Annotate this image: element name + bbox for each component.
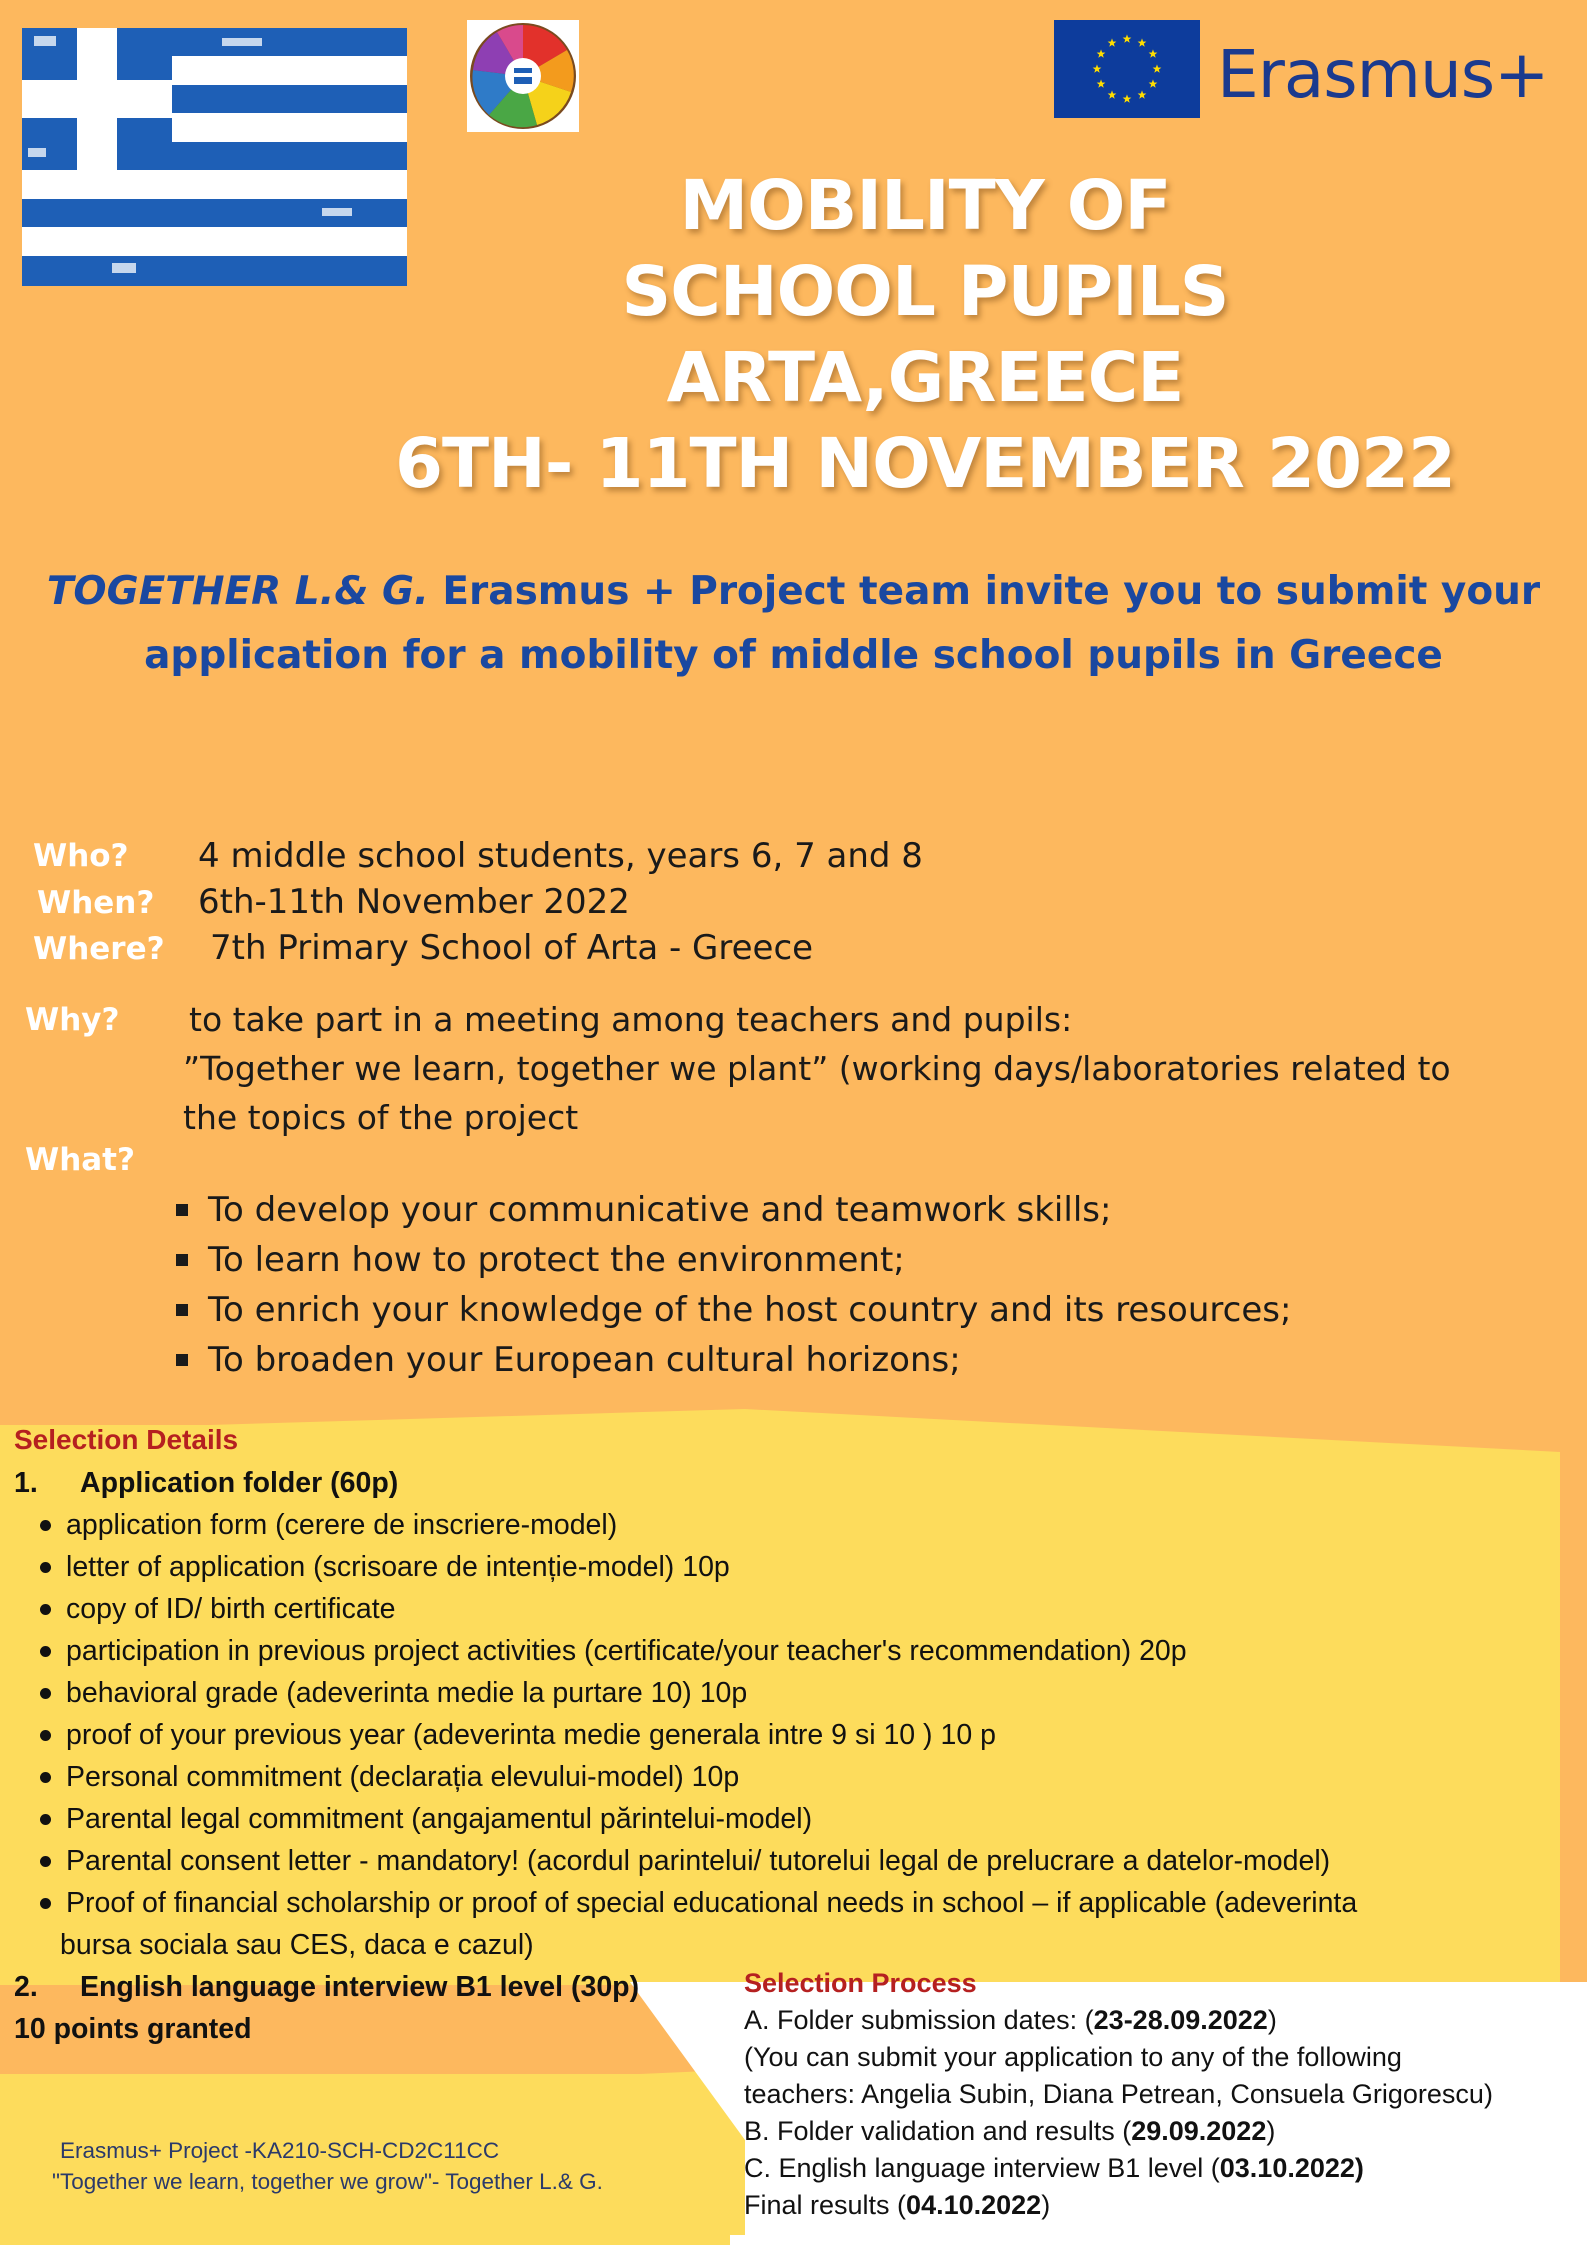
title-line-1: MOBILITY OF: [679, 166, 1171, 246]
selection-details: [14, 1462, 1554, 2050]
why-text: [183, 995, 1513, 1142]
process-note-1: (You can submit your application to any of the following: [744, 2042, 1402, 2072]
folder-item: copy of ID/ birth certificate: [14, 1588, 1554, 1630]
invitation-line-1: Erasmus + Project team invite you to submit your: [428, 569, 1541, 614]
folder-item: Parental consent letter - mandatory! (acordul parintelui/ tutorelui legal de prelucrare a datelor-model): [14, 1840, 1554, 1882]
folder-item: behavioral grade (adeverinta medie la purtare 10) 10p: [14, 1672, 1554, 1714]
folder-item: proof of your previous year (adeverinta medie generala intre 9 si 10 ) 10 p: [14, 1714, 1554, 1756]
eu-star-icon: [1138, 38, 1147, 46]
when-value: 6th-11th November 2022: [198, 882, 630, 922]
eu-star-icon: [1123, 34, 1132, 42]
when-label: When?: [37, 885, 155, 921]
why-line-3: the topics of the project: [183, 1098, 579, 1137]
footer-project-code: Erasmus+ Project -KA210-SCH-CD2C11CC: [60, 2138, 500, 2163]
what-item: To learn how to protect the environment;: [170, 1235, 1291, 1285]
folder-item: participation in previous project activities (certificate/your teacher's recommendation) 20p: [14, 1630, 1554, 1672]
why-label: Why?: [25, 1002, 120, 1038]
process-step-a: A. Folder submission dates: (23-28.09.2022): [744, 2005, 1277, 2035]
who-value: 4 middle school students, years 6, 7 and 8: [198, 836, 923, 876]
eu-star-icon: [1108, 38, 1117, 46]
where-label: Where?: [33, 931, 165, 967]
eu-star-icon: [1149, 79, 1158, 87]
process-note-2: teachers: Angelia Subin, Diana Petrean, Consuela Grigorescu): [744, 2079, 1493, 2109]
eu-star-icon: [1138, 90, 1147, 98]
title-line-3: ARTA,GREECE: [666, 338, 1184, 418]
title-line-4: 6TH- 11TH NOVEMBER 2022: [394, 424, 1455, 504]
what-item: To broaden your European cultural horizons;: [170, 1335, 1291, 1385]
what-item: To develop your communicative and teamwork skills;: [170, 1185, 1291, 1235]
folder-item: Parental legal commitment (angajamentul părintelui-model): [14, 1798, 1554, 1840]
why-line-2: ”Together we learn, together we plant” (working days/laboratories related to: [183, 1049, 1451, 1088]
title-line-2: SCHOOL PUPILS: [621, 252, 1229, 332]
selection-details-title: Selection Details: [14, 1424, 239, 1455]
what-list: [170, 1185, 1291, 1385]
invitation-text: [20, 560, 1567, 688]
eu-star-icon: [1093, 64, 1102, 72]
selection-process: [744, 1965, 1564, 2224]
footer: [52, 2135, 603, 2197]
eu-star-icon: [1108, 90, 1117, 98]
eu-star-icon: [1149, 49, 1158, 57]
application-folder-heading: 1. Application folder (60p): [14, 1467, 399, 1499]
selection-process-title: Selection Process: [744, 1968, 977, 1998]
folder-item: Proof of financial scholarship or proof of special educational needs in school – if applicable (adeverinta bursa sociala sau CES, daca e cazul): [14, 1882, 1554, 1966]
folder-item: Personal commitment (declarația elevului-model) 10p: [14, 1756, 1554, 1798]
application-folder-list: [14, 1504, 1554, 1966]
erasmus-plus-logo: Erasmus+: [1217, 36, 1549, 113]
interview-heading: 2. English language interview B1 level (30p): [14, 1971, 640, 2003]
points-granted: 10 points granted: [14, 2013, 252, 2045]
process-final: Final results (04.10.2022): [744, 2190, 1051, 2220]
where-value: 7th Primary School of Arta - Greece: [210, 928, 814, 968]
eu-flag: [1054, 20, 1200, 118]
why-line-1: to take part in a meeting among teachers and pupils:: [189, 1000, 1073, 1039]
process-step-c: C. English language interview B1 level (03.10.2022): [744, 2153, 1364, 2183]
project-name: TOGETHER L.& G.: [46, 569, 429, 614]
folder-item: application form (cerere de inscriere-model): [14, 1504, 1554, 1546]
eu-star-icon: [1123, 94, 1132, 102]
folder-item: letter of application (scrisoare de intenție-model) 10p: [14, 1546, 1554, 1588]
who-label: Who?: [33, 838, 129, 874]
footer-motto: "Together we learn, together we grow"- Together L.& G.: [52, 2169, 603, 2194]
eu-star-icon: [1153, 64, 1162, 72]
invitation-line-2: application for a mobility of middle school pupils in Greece: [144, 633, 1443, 678]
eu-star-icon: [1097, 49, 1106, 57]
school-logo: [467, 20, 579, 132]
what-item: To enrich your knowledge of the host country and its resources;: [170, 1285, 1291, 1335]
poster-title: [340, 163, 1510, 507]
eu-star-icon: [1097, 79, 1106, 87]
process-step-b: B. Folder validation and results (29.09.2022): [744, 2116, 1276, 2146]
what-label: What?: [25, 1142, 135, 1178]
